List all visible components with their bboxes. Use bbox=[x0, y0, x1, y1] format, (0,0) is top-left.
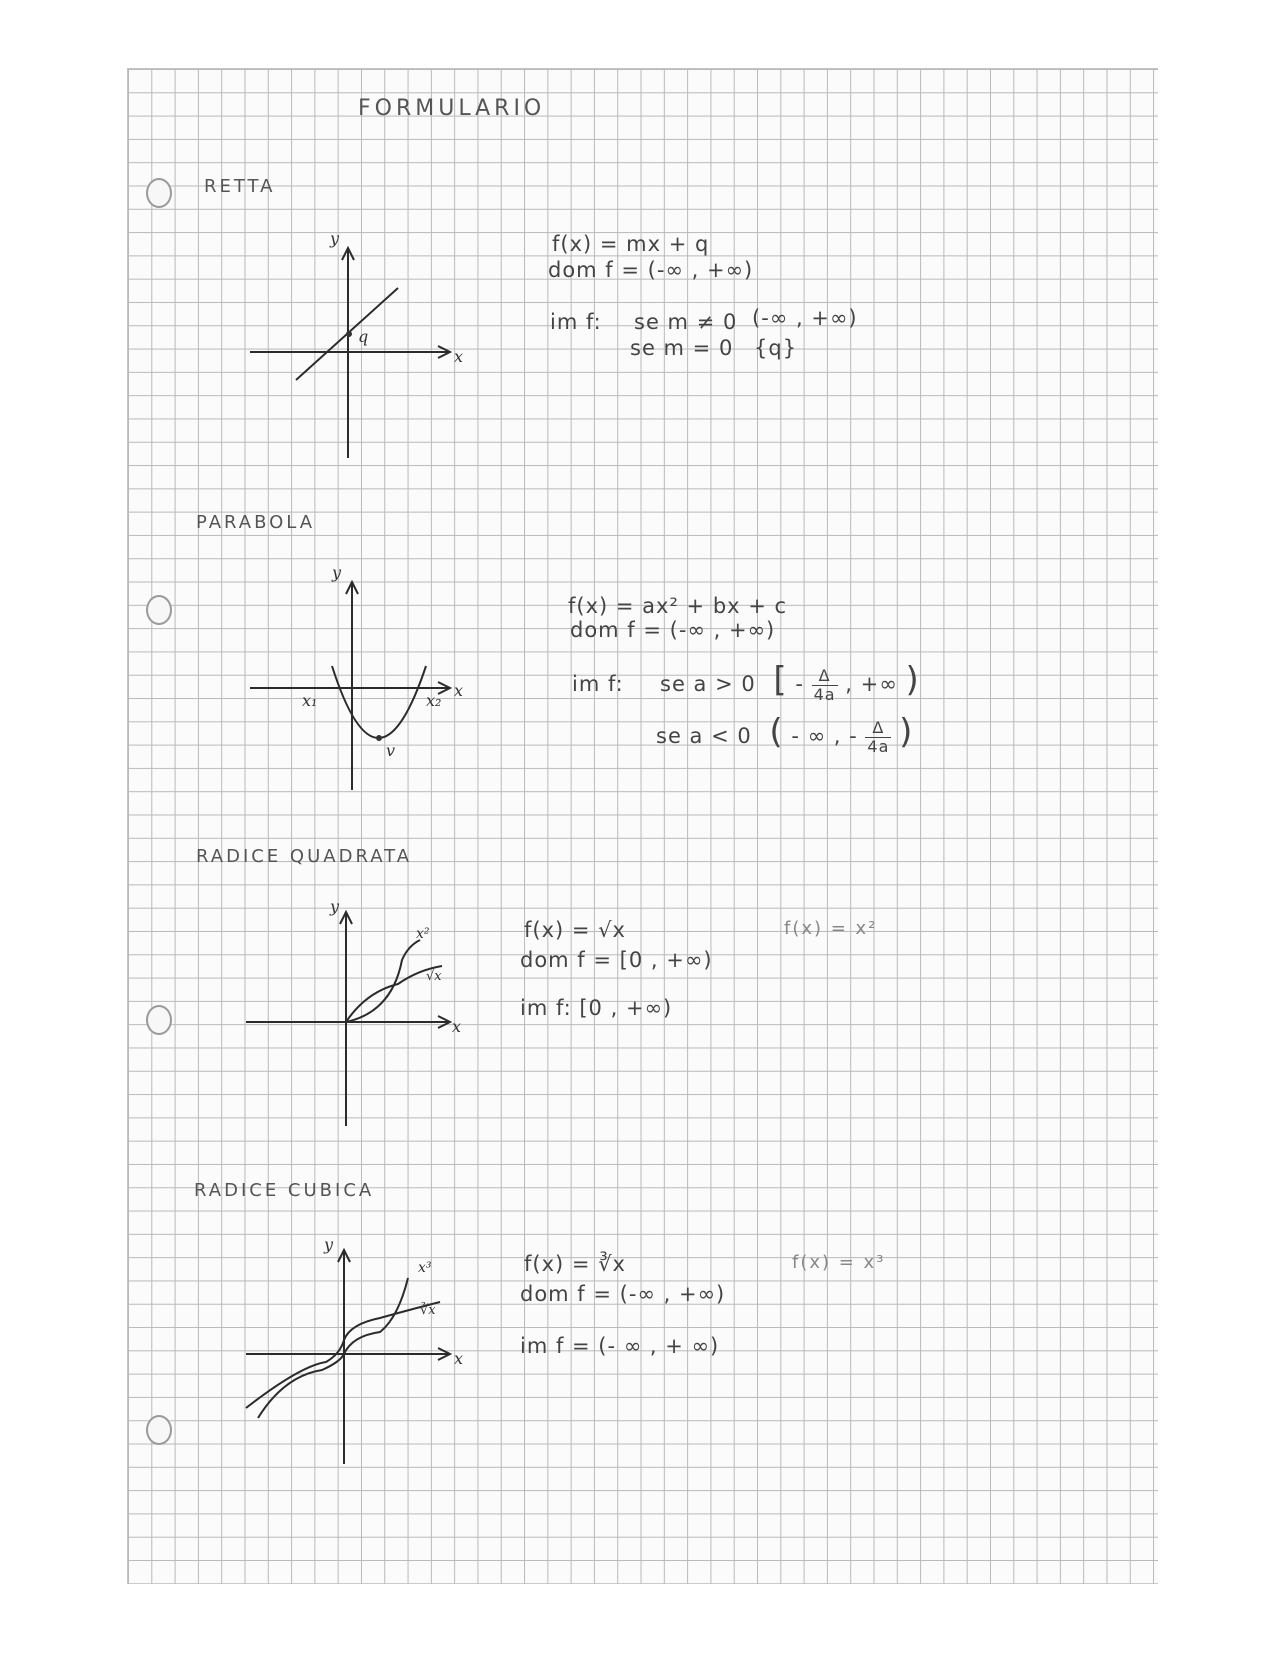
y-axis-label: y bbox=[332, 563, 342, 582]
vertex-point bbox=[376, 735, 382, 741]
parabola-graph bbox=[240, 560, 480, 800]
section-heading-radice-quadrata: RADICE QUADRATA bbox=[196, 846, 413, 867]
retta-formula: f(x) = mx + q bbox=[552, 232, 710, 256]
retta-case1-value: (-∞ , +∞) bbox=[752, 306, 858, 330]
parabola-image-label: im f: bbox=[572, 672, 624, 696]
section-heading-parabola: PARABOLA bbox=[196, 512, 316, 533]
parabola-case1-open: [ bbox=[773, 660, 788, 700]
parabola-case2-frac-num: Δ bbox=[865, 719, 891, 738]
x-axis-label: x bbox=[454, 347, 464, 366]
section-heading-retta: RETTA bbox=[204, 176, 276, 197]
parabola-case2 bbox=[656, 712, 913, 756]
parabola-formula: f(x) = ax² + bx + c bbox=[568, 594, 788, 618]
sqrt-curve-label: √x bbox=[426, 969, 442, 984]
vertex-label: v bbox=[386, 741, 396, 760]
parabola-case1-frac-den: 4a bbox=[813, 684, 836, 704]
cbrt-curve-label: ∛x bbox=[420, 1303, 436, 1318]
square-root-formula: f(x) = √x bbox=[524, 918, 626, 942]
parabola-curve bbox=[332, 666, 426, 738]
square-curve bbox=[346, 940, 420, 1022]
retta-case2-value: {q} bbox=[754, 336, 798, 360]
page-title: FORMULARIO bbox=[358, 96, 546, 121]
parabola-case2-fraction bbox=[865, 719, 891, 756]
parabola-case1-fraction bbox=[812, 667, 838, 704]
y-axis-label: y bbox=[330, 229, 340, 248]
intercept-label: q bbox=[358, 327, 369, 346]
cube-root-image: im f = (- ∞ , + ∞) bbox=[520, 1334, 720, 1358]
parabola-case1 bbox=[660, 660, 920, 704]
parabola-case2-frac-den: 4a bbox=[867, 736, 890, 756]
parabola-case1-rest: , +∞ bbox=[845, 672, 898, 696]
x-axis-label: x bbox=[454, 681, 464, 700]
root1-label: x₁ bbox=[302, 691, 318, 710]
retta-domain: dom f = (-∞ , +∞) bbox=[548, 258, 754, 282]
cube-curve-label: x³ bbox=[418, 1260, 432, 1276]
square-root-side-note: f(x) = x² bbox=[784, 918, 878, 939]
binder-hole-1 bbox=[146, 178, 172, 208]
parabola-case1-sign: - bbox=[795, 672, 804, 696]
retta-case1-condition: se m ≠ 0 bbox=[634, 310, 738, 334]
x-axis-label: x bbox=[454, 1349, 464, 1368]
section-heading-radice-cubica: RADICE CUBICA bbox=[194, 1180, 375, 1201]
cube-curve bbox=[258, 1278, 408, 1418]
y-axis-label: y bbox=[330, 897, 340, 916]
parabola-case2-condition: se a < 0 bbox=[656, 724, 752, 748]
binder-hole-2 bbox=[146, 595, 172, 625]
intercept-point bbox=[346, 331, 352, 337]
binder-hole-4 bbox=[146, 1415, 172, 1445]
square-curve-label: x² bbox=[416, 926, 430, 942]
parabola-case2-open: ( bbox=[769, 712, 784, 752]
square-root-domain: dom f = [0 , +∞) bbox=[520, 948, 713, 972]
square-root-image: im f: [0 , +∞) bbox=[520, 996, 673, 1020]
retta-image-label: im f: bbox=[550, 310, 602, 334]
parabola-domain: dom f = (-∞ , +∞) bbox=[570, 618, 776, 642]
parabola-case1-condition: se a > 0 bbox=[660, 672, 756, 696]
parabola-case2-lead: - ∞ , - bbox=[791, 724, 858, 748]
y-axis-label: y bbox=[324, 1235, 334, 1254]
root2-label: x₂ bbox=[426, 691, 442, 710]
binder-hole-3 bbox=[146, 1005, 172, 1035]
line-graph bbox=[240, 230, 480, 460]
parabola-case1-close: ) bbox=[905, 660, 920, 700]
cube-root-formula: f(x) = ∛x bbox=[524, 1252, 626, 1276]
square-root-graph bbox=[240, 897, 480, 1130]
cube-root-side-note: f(x) = x³ bbox=[792, 1252, 886, 1273]
parabola-case1-frac-num: Δ bbox=[812, 667, 838, 686]
cube-root-graph bbox=[240, 1236, 480, 1472]
x-axis-label: x bbox=[452, 1017, 462, 1036]
parabola-case2-close: ) bbox=[899, 712, 914, 752]
retta-case2-condition: se m = 0 bbox=[630, 336, 734, 360]
cube-root-domain: dom f = (-∞ , +∞) bbox=[520, 1282, 726, 1306]
